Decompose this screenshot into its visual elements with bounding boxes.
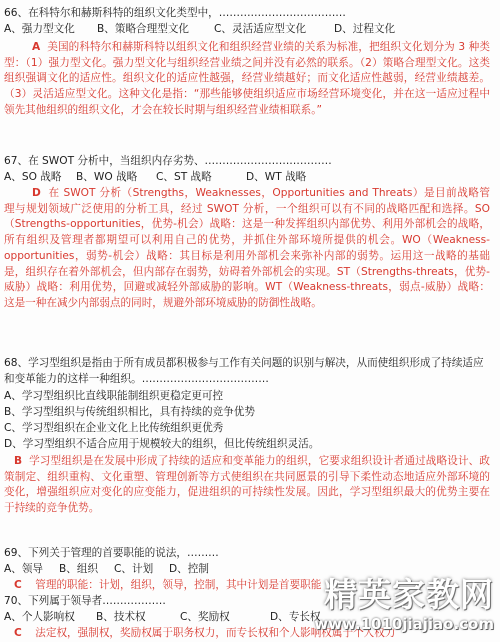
answer-key: C bbox=[14, 627, 22, 639]
question-68-answer bbox=[4, 454, 490, 517]
answer-key: A bbox=[32, 41, 41, 53]
option-d: D、过程文化 bbox=[334, 23, 396, 35]
option-a: A、SO 战略 bbox=[4, 171, 62, 183]
question-68-stem: 68、学习型组织是指由于所有成员都积极参与工作有关问题的识别与解决，从而使组织形成了持续适应和变革能力的这样一种组织。……………………………… bbox=[4, 357, 484, 385]
question-68-option-a: A、学习型组织比直线职能制组织更稳定更可控 bbox=[4, 390, 224, 402]
question-70-stem: 70、下列属于领导者……………… bbox=[4, 595, 166, 607]
option-c: C、计划 bbox=[114, 563, 154, 575]
option-a: A、强力型文化 bbox=[4, 23, 75, 35]
question-68-option-b: B、学习型组织与传统组织相比，具有持续的竞争优势 bbox=[4, 406, 255, 418]
watermark-brand: 精英家教网 bbox=[324, 575, 494, 614]
question-67-stem: 67、在 SWOT 分析中，当组织内存劣势、……………………………… bbox=[4, 155, 332, 167]
question-66-answer bbox=[4, 40, 490, 119]
option-b: B、策略合理型文化 bbox=[97, 23, 190, 35]
question-69-stem: 69、下列关于管理的首要职能的说法，……… bbox=[4, 547, 219, 559]
answer-key: D bbox=[32, 187, 41, 199]
question-68-option-c: C、学习型组织在企业文化上比传统组织更优秀 bbox=[4, 422, 224, 434]
question-68-option-d: D、学习型组织不适合应用于规模较大的组织，但比传统组织灵活。 bbox=[4, 438, 320, 450]
answer-explanation: 学习型组织是在发展中形成了持续的适应和变革能力的组织，它要求组织设计者通过战略设计、政策制定、组织重构、文化重塑、管理创新等方式使组织在共同愿景的引导下柔性动态地适应外部环境的变化，增强组织应对变化的应变能力，促进组织的可持续性发展。因此，学习型组织最大的优势主要在于持续的竞争优势。 bbox=[4, 455, 490, 515]
option-b: B、组织 bbox=[59, 563, 99, 575]
option-c: C、ST 战略 bbox=[156, 171, 212, 183]
question-67-options bbox=[4, 170, 488, 186]
answer-key: B bbox=[14, 455, 23, 467]
option-a: A、个人影响权 bbox=[4, 611, 75, 623]
answer-explanation: 在 SWOT 分析（Strengths，Weaknesses，Opportunities and Threats）是目前战略管理与规划领域广泛使用的分析工具，经过 SWOT 分析，一个组织可以有不同的战略匹配和选择。SO（Strengths-opportunities，优势-机会）战略：这是一种发挥组织内部优势、利用外部机会的战略，所有组织及管理者都期望可以利用自己的优势，并抓住外部环境所提供的机会。WO（Weakness-opportunities，弱势-机会）战略：其目标是利用外部机会来弥补内部的弱势。运用这一战略的基础是，组织存在着外部机会，但内部存在弱势，妨碍着外部机会的实现。ST（Strengths-threats，优势-威胁）战略：利用优势，回避或减轻外部威胁的影响。WT（Weakness-threats，弱点-威胁）战略：这是一种在减少内部弱点的同时，规避外部环境威胁的防御性战略。 bbox=[4, 187, 490, 309]
question-66-options bbox=[4, 22, 488, 38]
answer-key: C bbox=[14, 579, 22, 591]
answer-explanation: 法定权，强制权，奖励权属于职务权力，而专长权和个人影响权属于个人权力 bbox=[35, 627, 396, 639]
option-a: A、领导 bbox=[4, 563, 44, 575]
answer-explanation: 管理的职能：计划，组织，领导，控制，其中计划是首要职能 bbox=[35, 579, 322, 591]
answer-explanation: 美国的科特尔和赫斯科特以组织文化和组织经营业绩的关系为标准，把组织文化划分为 3 种类型：（1）强力型文化。强力型文化与组织经营业绩之间并没有必然的联系。（2）策略合理型文化。这类组织强调文化的适应性。组织文化的适应性越强，经营业绩越好；而文化适应性越弱，经营业绩越差。（3）灵活适应型文化。这种文化是指：“那些能够使组织适应市场经营环境变化，并在这一适应过程中领先其他组织的组织文化，才会在较长时期与组织经营业绩相联系。” bbox=[4, 41, 490, 116]
option-b: B、技术权 bbox=[96, 611, 146, 623]
option-d: D、控制 bbox=[169, 563, 209, 575]
option-d: D、专长权 bbox=[270, 611, 321, 623]
question-67-answer bbox=[4, 186, 490, 312]
watermark-url: www.1010jiajiao.com bbox=[314, 615, 494, 634]
option-c: C、灵活适应型文化 bbox=[214, 23, 307, 35]
question-66-stem: 66、在科特尔和赫斯科特的组织文化类型中，……………………………… bbox=[4, 7, 346, 19]
option-d: D、WT 战略 bbox=[246, 171, 307, 183]
option-c: C、奖励权 bbox=[180, 611, 230, 623]
option-b: B、WO 战略 bbox=[76, 171, 138, 183]
